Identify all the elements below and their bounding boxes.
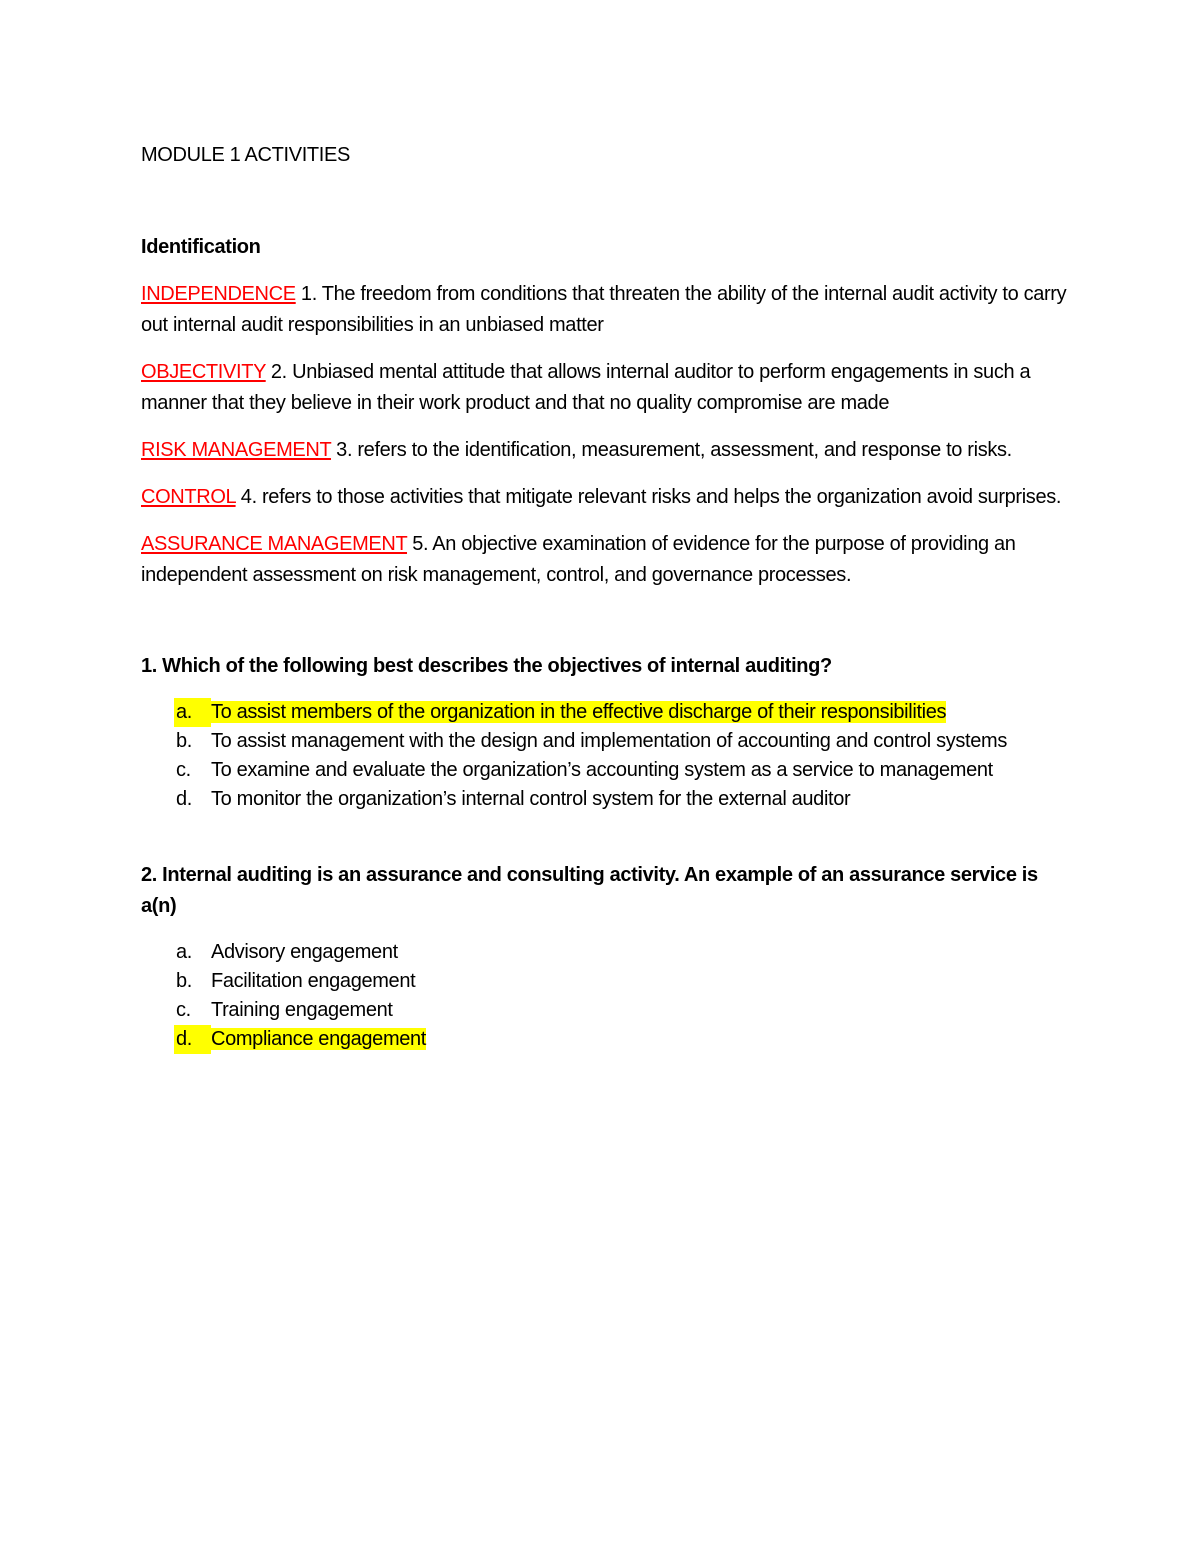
choice-letter: b.: [176, 730, 192, 752]
identification-term: CONTROL: [141, 486, 236, 508]
document-page: [141, 140, 1071, 1054]
identification-term: INDEPENDENCE: [141, 283, 296, 305]
identification-term: OBJECTIVITY: [141, 361, 266, 383]
choice-item: [141, 967, 1071, 996]
identification-definition: 1. The freedom from conditions that threaten the ability of the internal audit activity to carry out internal audit responsibilities in an unbiased matter: [141, 283, 1067, 336]
question-2-choices: [141, 938, 1071, 1054]
choice-text: Training engagement: [211, 999, 393, 1021]
choice-letter: b.: [176, 970, 192, 992]
section-heading-identification: Identification: [141, 236, 261, 258]
choice-text: Facilitation engagement: [211, 970, 416, 992]
choice-letter: d.: [176, 788, 192, 810]
identification-term: RISK MANAGEMENT: [141, 439, 331, 461]
choice-letter: a.: [176, 941, 192, 963]
choice-text-highlighted: To assist members of the organization in the effective discharge of their responsibilities: [211, 701, 947, 723]
question-1-choices: [141, 698, 1071, 814]
choice-text-highlighted: Compliance engagement: [211, 1028, 427, 1050]
choice-item: [141, 698, 1071, 727]
identification-term: ASSURANCE MANAGEMENT: [141, 533, 408, 555]
identification-item: [141, 279, 1071, 341]
identification-item: [141, 435, 1071, 466]
choice-item: [141, 727, 1071, 756]
choice-text: To examine and evaluate the organization’s accounting system as a service to management: [211, 759, 993, 781]
choice-letter: c.: [176, 999, 191, 1021]
identification-definition: 2. Unbiased mental attitude that allows internal auditor to perform engagements in such a manner that they believe in their work product and that no quality compromise are made: [141, 361, 1031, 414]
choice-letter: a.: [141, 698, 211, 727]
choice-item: [141, 1025, 1071, 1054]
choice-item: [141, 996, 1071, 1025]
choice-item: [141, 785, 1071, 814]
choice-text: To assist management with the design and implementation of accounting and control systems: [211, 730, 1007, 752]
identification-item: [141, 529, 1071, 591]
question-2: 2. Internal auditing is an assurance and consulting activity. An example of an assurance service is a(n): [141, 864, 1038, 917]
choice-letter: c.: [176, 759, 191, 781]
document-title: MODULE 1 ACTIVITIES: [141, 144, 350, 166]
identification-item: [141, 482, 1071, 513]
choice-item: [141, 938, 1071, 967]
identification-definition: 5. An objective examination of evidence for the purpose of providing an independent assessment on risk management, control, and governance processes.: [141, 533, 1016, 586]
identification-definition: 3. refers to the identification, measurement, assessment, and response to risks.: [330, 439, 1012, 461]
identification-definition: 4. refers to those activities that mitigate relevant risks and helps the organization avoid surprises.: [235, 486, 1062, 508]
choice-text: Advisory engagement: [211, 941, 398, 963]
choice-letter: d.: [141, 1025, 211, 1054]
choice-item: [141, 756, 1071, 785]
identification-item: [141, 357, 1071, 419]
identification-list: [141, 279, 1071, 591]
question-1: 1. Which of the following best describes the objectives of internal auditing?: [141, 655, 832, 677]
choice-text: To monitor the organization’s internal control system for the external auditor: [211, 788, 851, 810]
